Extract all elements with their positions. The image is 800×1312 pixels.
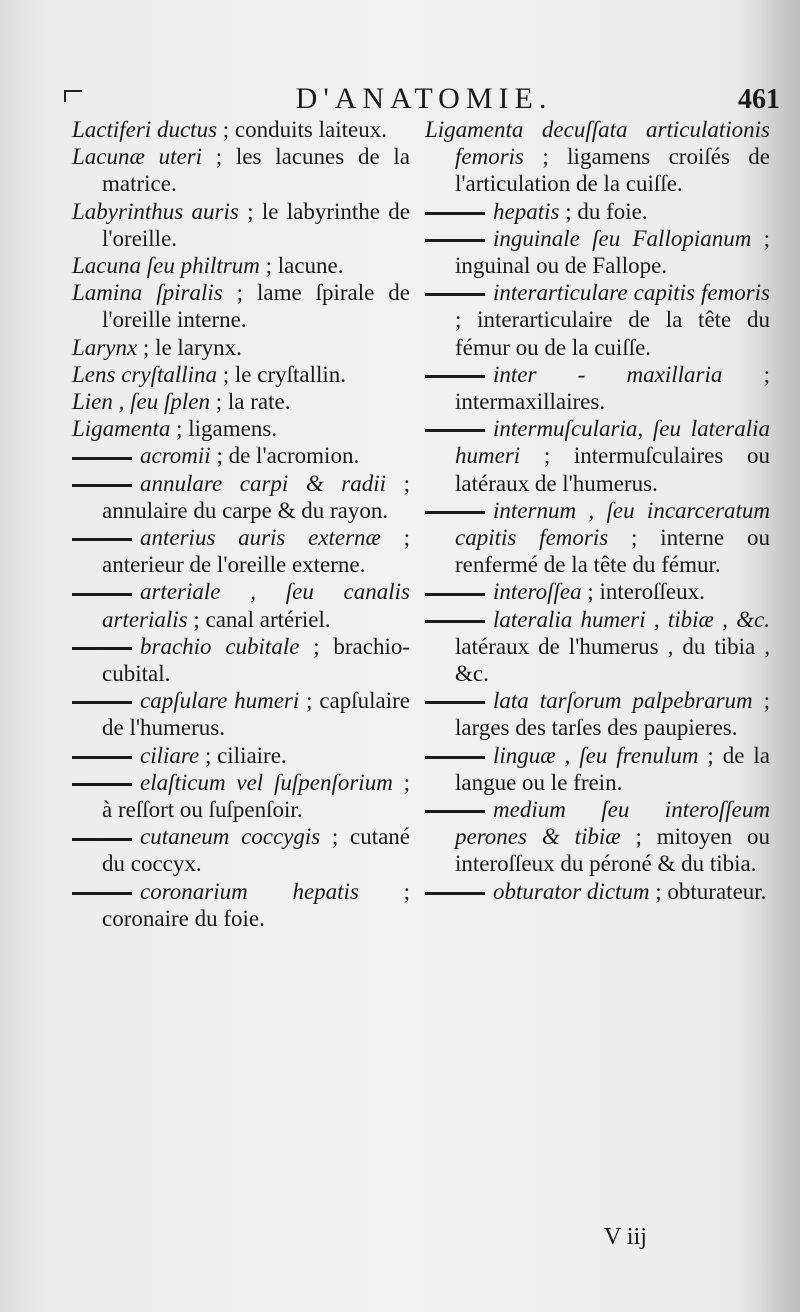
latin-term: ciliare	[140, 742, 200, 768]
french-definition: annulaire du carpe & du rayon.	[102, 497, 389, 523]
french-definition: latéraux de l'humerus , du tibia , &c.	[455, 633, 770, 687]
separator: ;	[222, 280, 257, 306]
repeat-dash	[72, 457, 132, 460]
latin-term: Lens cryſtallina	[72, 361, 218, 387]
separator: ;	[608, 525, 661, 551]
left-column	[72, 116, 410, 932]
french-definition: interarticulaire de la tête du fémur ou de la cuiſſe.	[455, 307, 770, 360]
glossary-entry	[425, 606, 770, 688]
french-definition: les lacunes de la matrice.	[102, 144, 410, 197]
french-definition: du foie.	[577, 198, 648, 224]
french-definition: capſulaire de l'humerus.	[102, 688, 410, 741]
latin-term: hepatis	[493, 198, 560, 224]
glossary-entry	[72, 524, 410, 578]
repeat-dash	[72, 647, 132, 650]
glossary-entry	[425, 878, 770, 905]
latin-term: Ligamenta	[72, 416, 171, 442]
latin-term: lata tarſorum palpebrarum	[493, 688, 753, 714]
french-definition: larges des tarſes des paupieres.	[455, 715, 738, 741]
glossary-entry	[72, 742, 410, 769]
separator: ;	[620, 824, 657, 850]
glossary-entry	[72, 252, 410, 279]
latin-term: obturator dictum	[493, 878, 650, 904]
latin-term: inguinale ſeu Fallopianum	[493, 225, 752, 251]
latin-term: cutaneum coccygis	[140, 824, 321, 850]
latin-term: Larynx	[72, 334, 138, 360]
glossary-entry	[425, 687, 770, 741]
separator: ;	[209, 389, 228, 415]
page-number: 461	[738, 84, 780, 115]
repeat-dash	[72, 701, 132, 704]
glossary-entry	[72, 198, 410, 252]
glossary-entry	[425, 497, 770, 579]
french-definition: brachio-cubital.	[102, 633, 411, 687]
latin-term: brachio cubitale	[140, 633, 300, 659]
glossary-entry	[72, 279, 410, 333]
repeat-dash	[72, 783, 132, 786]
repeat-dash	[425, 810, 485, 813]
latin-term: annulare carpi & radii	[140, 470, 387, 496]
separator: ;	[455, 307, 478, 333]
latin-term: Lactiferi ductus	[72, 117, 218, 142]
separator: ;	[386, 470, 410, 496]
signature-mark: V iij	[604, 1224, 647, 1250]
separator: ;	[698, 742, 723, 768]
french-definition: ciliaire.	[217, 742, 287, 768]
glossary-entry	[72, 361, 410, 388]
separator: ;	[259, 253, 278, 279]
french-definition: conduits laiteux.	[234, 117, 387, 142]
french-definition: interoſſeux.	[599, 579, 705, 605]
separator: ;	[559, 198, 578, 224]
separator: ;	[581, 579, 600, 605]
repeat-dash	[425, 511, 485, 514]
latin-term: intermuſcularia, ſeu lateralia humeri	[455, 416, 770, 469]
repeat-dash	[425, 701, 485, 704]
glossary-entry	[425, 361, 770, 415]
latin-term: medium ſeu interoſſeum perones & tibiæ	[455, 797, 770, 850]
latin-term: linguæ , ſeu frenulum	[493, 742, 699, 768]
glossary-entry	[72, 769, 410, 823]
running-title: D'ANATOMIE.	[295, 82, 553, 115]
latin-term: interoſſea	[493, 579, 582, 605]
repeat-dash	[72, 892, 132, 895]
french-definition: le labyrinthe de l'oreille.	[102, 198, 410, 251]
glossary-entry	[425, 225, 770, 279]
separator: ;	[380, 525, 410, 551]
latin-term: arteriale , ſeu canalis arterialis	[102, 579, 410, 632]
separator: ;	[238, 198, 262, 224]
latin-term: anterius auris externæ	[140, 525, 381, 551]
repeat-dash	[425, 239, 485, 242]
latin-term: Lacuna ſeu philtrum	[72, 253, 260, 279]
french-definition: canal artériel.	[205, 606, 331, 632]
separator: ;	[199, 742, 218, 768]
french-definition: ligamens croiſés de l'articulation de la cuiſſe.	[455, 144, 770, 197]
separator: ;	[392, 769, 410, 795]
french-definition: cutané du coccyx.	[102, 824, 411, 877]
separator: ;	[187, 606, 206, 632]
french-definition: la rate.	[227, 389, 291, 415]
glossary-entry	[425, 198, 770, 225]
glossary-entry	[425, 279, 770, 361]
latin-term: Lamina ſpiralis	[72, 280, 223, 306]
latin-term: interarticulare capitis femoris	[493, 280, 770, 306]
latin-term: lateralia humeri , tibiæ , &c.	[493, 606, 770, 632]
glossary-entry	[72, 442, 410, 469]
glossary-entry	[72, 415, 410, 442]
glossary-entry	[72, 143, 410, 197]
french-definition: intermuſculaires ou latéraux de l'humerus.	[455, 443, 770, 496]
separator: ;	[202, 144, 236, 170]
latin-term: elaſticum vel ſuſpenſorium	[140, 769, 393, 795]
glossary-entry	[72, 687, 410, 741]
separator: ;	[299, 633, 334, 659]
separator: ;	[752, 688, 771, 714]
latin-term: internum , ſeu incarceratum capitis femoris	[455, 497, 770, 551]
separator: ;	[210, 443, 229, 469]
repeat-dash	[72, 484, 132, 487]
glossary-entry	[72, 878, 410, 932]
glossary-entry	[425, 742, 770, 796]
glossary-entry	[425, 796, 770, 878]
glossary-entry	[72, 470, 410, 524]
glossary-entry	[72, 388, 410, 415]
latin-term: Lacunæ uteri	[72, 144, 203, 170]
french-definition: de l'acromion.	[228, 443, 360, 469]
repeat-dash	[72, 756, 132, 759]
french-definition: à reſſort ou ſuſpenſoir.	[102, 797, 303, 823]
french-definition: intermaxillaires.	[455, 389, 606, 415]
glossary-entry	[425, 578, 770, 605]
repeat-dash	[425, 892, 485, 895]
french-definition: interne ou renfermé de la tête du fémur.	[455, 525, 770, 578]
repeat-dash	[72, 593, 132, 596]
glossary-entry	[72, 633, 410, 687]
latin-term: capſulare humeri	[140, 688, 300, 714]
separator: ;	[524, 144, 568, 170]
glossary-entry	[72, 823, 410, 877]
separator: ;	[299, 688, 320, 714]
repeat-dash	[425, 429, 485, 432]
right-column	[425, 116, 770, 905]
separator: ;	[170, 416, 189, 442]
latin-term: Lien , ſeu ſplen	[72, 389, 210, 415]
repeat-dash	[425, 212, 485, 215]
separator: ;	[722, 361, 771, 387]
latin-term: Labyrinthus auris	[72, 198, 239, 224]
repeat-dash	[425, 293, 485, 296]
separator: ;	[217, 117, 235, 142]
glossary-entry	[425, 415, 770, 497]
separator: ;	[137, 334, 156, 360]
french-definition: inguinal ou de Fallope.	[455, 253, 668, 279]
repeat-dash	[72, 538, 132, 541]
separator: ;	[751, 225, 770, 251]
separator: ;	[358, 878, 410, 904]
repeat-dash	[425, 375, 485, 378]
french-definition: ligamens.	[188, 416, 278, 442]
repeat-dash	[425, 593, 485, 596]
separator: ;	[217, 361, 235, 387]
separator: ;	[649, 878, 668, 904]
glossary-entry	[72, 116, 410, 143]
french-definition: lame ſpirale de l'oreille interne.	[102, 280, 410, 333]
repeat-dash	[72, 838, 132, 841]
separator: ;	[320, 824, 350, 850]
repeat-dash	[425, 756, 485, 759]
latin-term: Ligamenta decuſſata articulationis femoris	[425, 117, 770, 170]
glossary-entry	[72, 334, 410, 361]
french-definition: lacune.	[277, 253, 344, 279]
french-definition: coronaire du foie.	[102, 905, 265, 931]
separator: ;	[520, 443, 574, 469]
latin-term: acromii	[140, 443, 211, 469]
french-definition: de la langue ou le frein.	[455, 742, 770, 795]
french-definition: mitoyen ou interoſſeux du péroné & du tibia.	[455, 824, 770, 877]
french-definition: anterieur de l'oreille externe.	[102, 552, 366, 578]
french-definition: obturateur.	[667, 878, 767, 904]
glossary-entry	[72, 578, 410, 632]
latin-term: inter - maxillaria	[493, 361, 723, 387]
french-definition: le larynx.	[155, 334, 242, 360]
repeat-dash	[425, 620, 485, 623]
glossary-entry	[425, 116, 770, 198]
latin-term: coronarium hepatis	[140, 878, 359, 904]
french-definition: le cryſtallin.	[234, 361, 347, 387]
